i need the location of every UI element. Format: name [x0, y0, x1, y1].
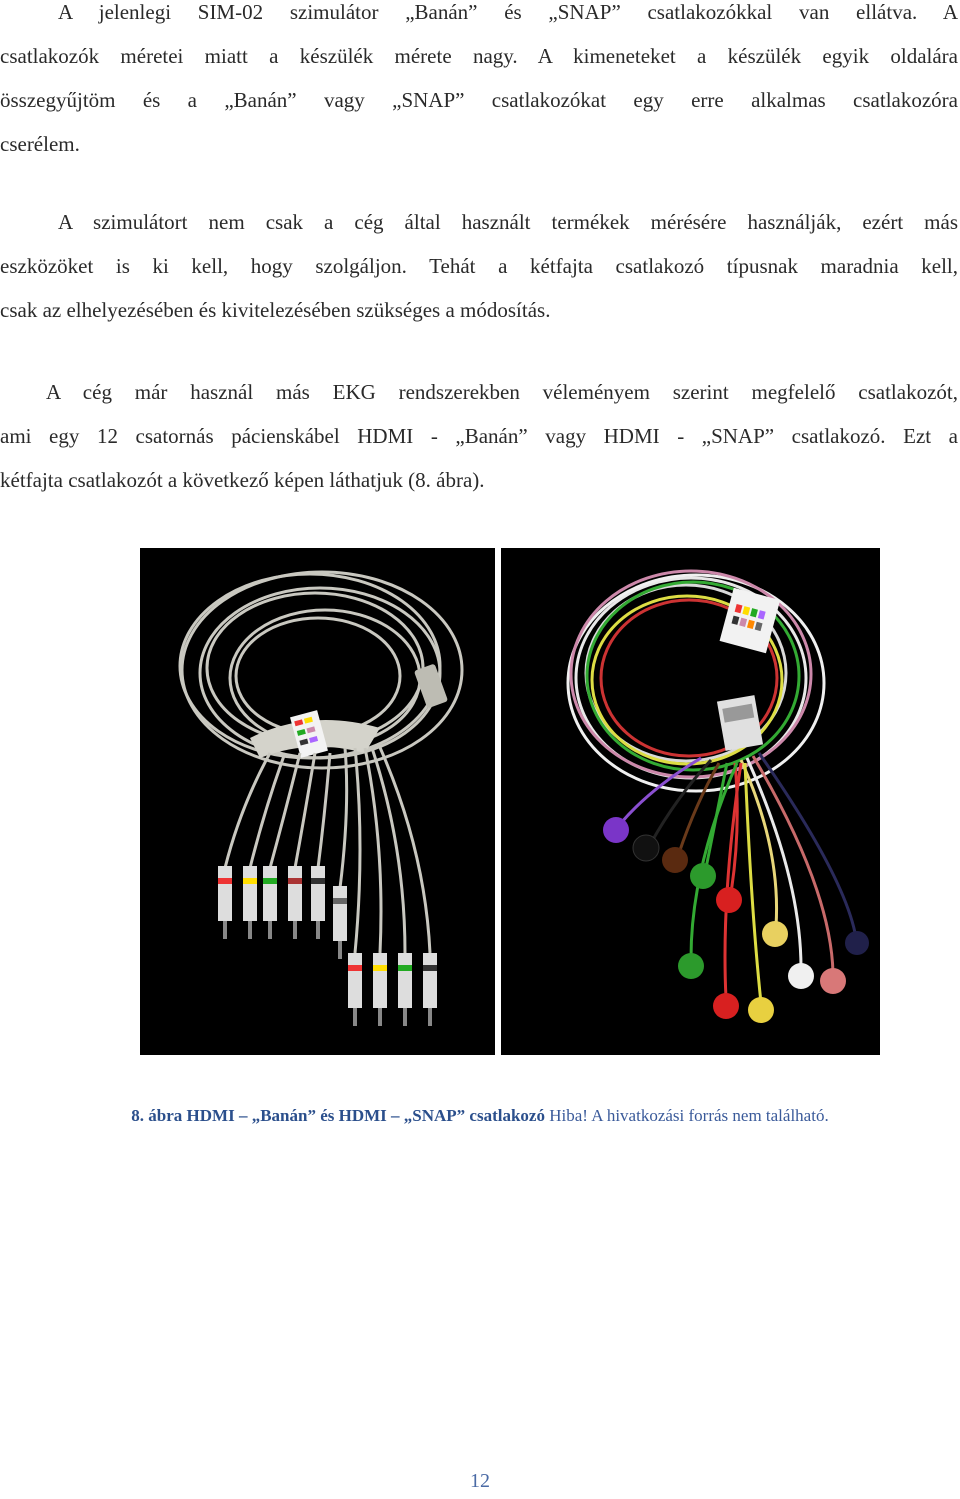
photo-hdmi-banana-cable: [140, 548, 495, 1055]
paragraph-line: A cég már használ más EKG rendszerekben véleményem szerint megfelelő csatlakozót,: [46, 380, 958, 404]
paragraph-line: ami egy 12 csatornás pácienskábel HDMI - „Banán” vagy HDMI - „SNAP” csatlakozó. Ezt a: [0, 424, 958, 448]
paragraph-line: A szimulátort nem csak a cég által használt termékek mérésére használják, ezért más: [58, 210, 958, 234]
paragraph-line: összegyűjtöm és a „Banán” vagy „SNAP” csatlakozókat egy erre alkalmas csatlakozóra: [0, 88, 958, 112]
figure-caption: [0, 1106, 960, 1126]
banana-cable-illustration: [140, 548, 495, 1055]
photo-hdmi-snap-cable: [501, 548, 880, 1055]
caption-reference-error: Hiba! A hivatkozási forrás nem található.: [549, 1106, 829, 1125]
paragraph-line: eszközöket is ki kell, hogy szolgáljon. Tehát a kétfajta csatlakozó típusnak maradnia kell,: [0, 254, 958, 278]
caption-label: 8. ábra HDMI – „Banán” és HDMI – „SNAP” csatlakozó: [131, 1106, 545, 1125]
paragraph-line: kétfajta csatlakozót a következő képen láthatjuk (8. ábra).: [0, 468, 485, 492]
paragraph-simulator-connectors: [0, 0, 958, 166]
paragraph-simulator-usage: [0, 200, 958, 332]
figure-8: [140, 548, 880, 1055]
paragraph-line: csak az elhelyezésében és kivitelezésében szükséges a módosítás.: [0, 298, 551, 322]
page-number: 12: [470, 1470, 490, 1492]
paragraph-line: A jelenlegi SIM-02 szimulátor „Banán” és „SNAP” csatlakozókkal van ellátva. A: [58, 0, 958, 24]
paragraph-ekg-connector: [0, 370, 958, 502]
paragraph-line: csatlakozók méretei miatt a készülék mérete nagy. A kimeneteket a készülék egyik oldalára: [0, 44, 958, 68]
snap-cable-illustration: [501, 548, 880, 1055]
paragraph-line: cserélem.: [0, 132, 80, 156]
